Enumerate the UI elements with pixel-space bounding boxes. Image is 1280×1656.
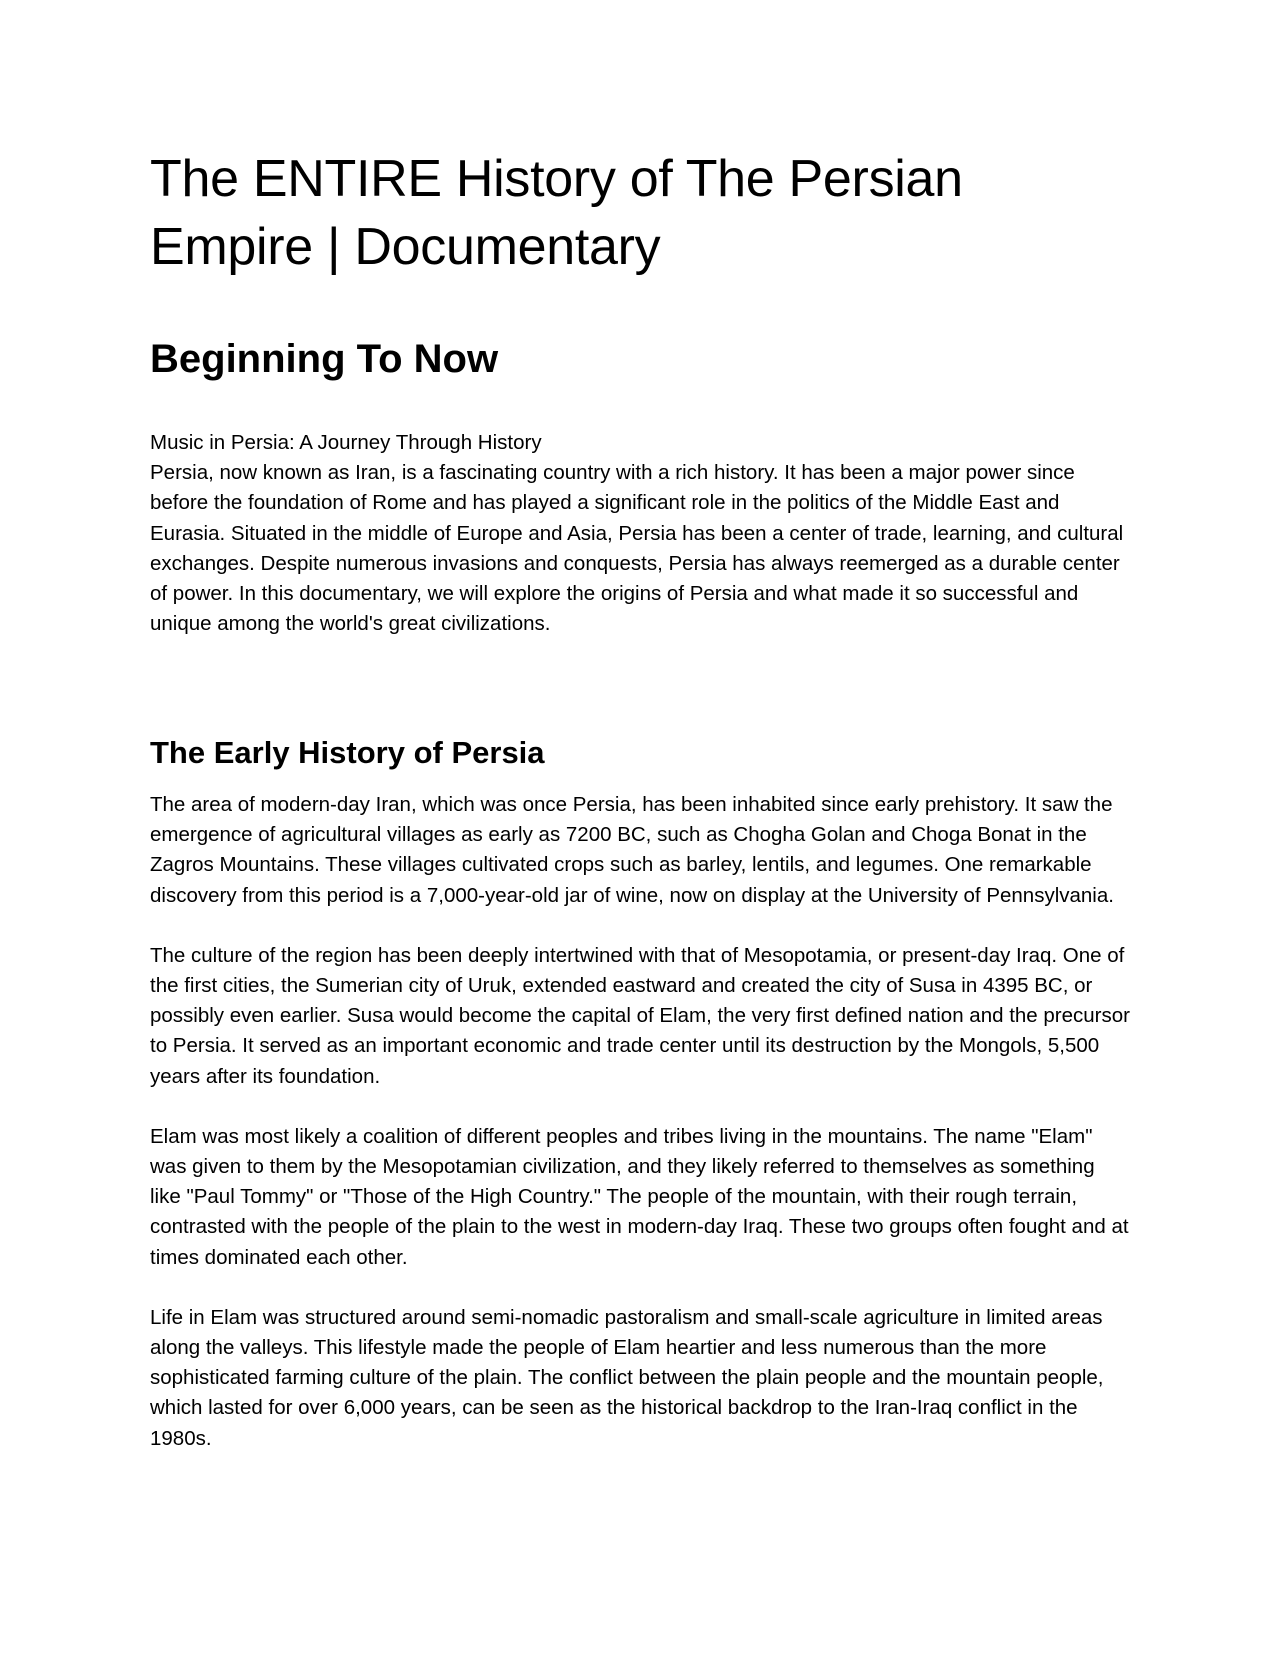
intro-block [150, 428, 1130, 639]
section-paragraph: Life in Elam was structured around semi-nomadic pastoralism and small-scale agriculture in limited areas along the valleys. This lifestyle made the people of Elam heartier and less numerous than the more sophisticated farming culture of the plain. The conflict between the plain people and the mountain people, which lasted for over 6,000 years, can be seen as the historical backdrop to the Iran-Iraq conflict in the 1980s. [150, 1305, 1104, 1450]
document-content [150, 145, 1130, 1450]
section-paragraph: Elam was most likely a coalition of different peoples and tribes living in the mountains. The name "Elam" was given to them by the Mesopotamian civilization, and they likely referred to themselves as something like "Paul Tommy" or "Those of the High Country." The people of the mountain, with their rough terrain, contrasted with the people of the plain to the west in modern-day Iraq. These two groups often fought and at times dominated each other. [150, 1124, 1129, 1269]
document-subtitle: Beginning To Now [150, 337, 499, 381]
section-heading: The Early History of Persia [150, 735, 545, 770]
section-paragraph: The area of modern-day Iran, which was once Persia, has been inhabited since early prehistory. It saw the emergence of agricultural villages as early as 7200 BC, such as Chogha Golan and Choga Bonat in the Zagros Mountains. These villages cultivated crops such as barley, lentils, and legumes. One remarkable discovery from this period is a 7,000-year-old jar of wine, now on display at the University of Pennsylvania. [150, 793, 1114, 907]
section-body [150, 790, 1130, 1484]
intro-heading: Music in Persia: A Journey Through History [150, 431, 542, 454]
section-paragraph: The culture of the region has been deeply intertwined with that of Mesopotamia, or present-day Iraq. One of the first cities, the Sumerian city of Uruk, extended eastward and created the city of Susa in 4395 BC, or possibly even earlier. Susa would become the capital of Elam, the very first defined nation and the precursor to Persia. It served as an important economic and trade center until its destruction by the Mongols, 5,500 years after its foundation. [150, 943, 1130, 1088]
intro-paragraph: Persia, now known as Iran, is a fascinating country with a rich history. It has been a major power since before the foundation of Rome and has played a significant role in the politics of the Middle East and Eurasia. Situated in the middle of Europe and Asia, Persia has been a center of trade, learning, and cultural exchanges. Despite numerous invasions and conquests, Persia has always reemerged as a durable center of power. In this documentary, we will explore the origins of Persia and what made it so successful and unique among the world's great civilizations. [150, 461, 1124, 636]
document-title: The ENTIRE History of The Persian Empire | Documentary [150, 150, 963, 276]
